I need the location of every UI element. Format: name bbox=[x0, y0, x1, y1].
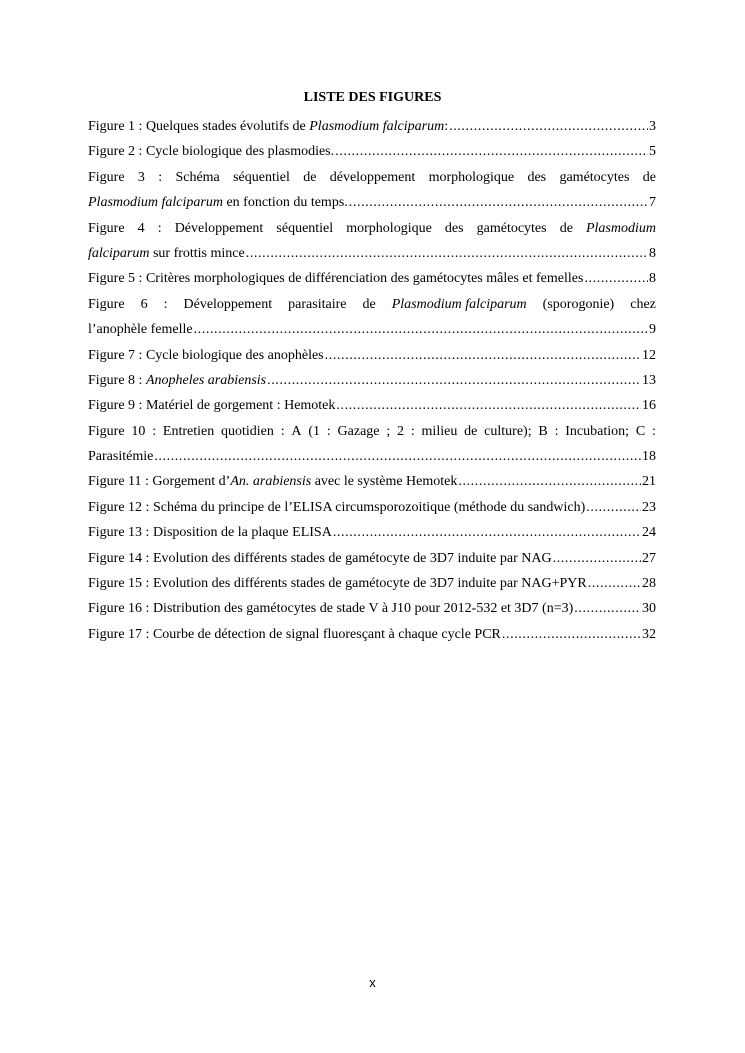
dot-leader bbox=[267, 368, 641, 393]
page-footer-number: x bbox=[369, 975, 376, 990]
list-item bbox=[88, 469, 656, 494]
dot-leader bbox=[449, 114, 648, 139]
page-number: 7 bbox=[649, 195, 656, 211]
list-item bbox=[88, 343, 656, 368]
entry-text: Figure 10 : Entretien quotidien : A (1 : Gazage ; 2 : milieu de culture); B : Incubation; C : bbox=[88, 423, 656, 439]
list-item bbox=[88, 520, 656, 545]
page-number: 24 bbox=[642, 525, 656, 541]
page-number: 28 bbox=[642, 576, 656, 592]
entry-text: Figure 16 : Distribution des gamétocytes de stade V à J10 pour 2012-532 et 3D7 (n=3) bbox=[88, 601, 574, 617]
page-number: 23 bbox=[642, 499, 656, 515]
page-number: 9 bbox=[649, 322, 656, 338]
list-item bbox=[88, 419, 656, 470]
entry-text: Figure 8 : Anopheles arabiensis bbox=[88, 372, 267, 388]
page-number: 12 bbox=[642, 347, 656, 363]
entry-text: Figure 3 : Schéma séquentiel de développement morphologique des gamétocytes de bbox=[88, 169, 656, 185]
figure-list bbox=[88, 114, 656, 647]
list-item bbox=[88, 596, 656, 621]
page-number: 8 bbox=[649, 245, 656, 261]
entry-text-continued: Parasitémie bbox=[88, 449, 154, 465]
dot-leader bbox=[584, 266, 648, 291]
page-title: LISTE DES FIGURES bbox=[303, 90, 442, 105]
dot-leader bbox=[325, 343, 641, 368]
page-number: 8 bbox=[649, 271, 656, 287]
entry-text: Figure 9 : Matériel de gorgement : Hemotek bbox=[88, 398, 336, 414]
entry-text: Figure 2 : Cycle biologique des plasmodies. bbox=[88, 144, 335, 160]
list-item bbox=[88, 495, 656, 520]
entry-text: Figure 17 : Courbe de détection de signal fluoresçant à chaque cycle PCR bbox=[88, 626, 501, 642]
dot-leader bbox=[588, 571, 641, 596]
entry-text: Figure 15 : Evolution des différents stades de gamétocyte de 3D7 induite par NAG+PYR bbox=[88, 576, 587, 592]
list-item bbox=[88, 216, 656, 267]
dot-leader bbox=[246, 241, 648, 266]
dot-leader bbox=[349, 190, 648, 215]
dot-leader bbox=[574, 596, 641, 621]
page-number: 21 bbox=[642, 474, 656, 490]
dot-leader bbox=[336, 393, 641, 418]
entry-text: Figure 14 : Evolution des différents stades de gamétocyte de 3D7 induite par NAG bbox=[88, 550, 552, 566]
list-item bbox=[88, 546, 656, 571]
list-item bbox=[88, 139, 656, 164]
list-item bbox=[88, 165, 656, 216]
entry-text: Figure 6 : Développement parasitaire de Plasmodium falciparum (sporogonie) chez bbox=[88, 296, 656, 312]
entry-text: Figure 4 : Développement séquentiel morphologique des gamétocytes de Plasmodium bbox=[88, 220, 656, 236]
page-number: 30 bbox=[642, 601, 656, 617]
list-item bbox=[88, 571, 656, 596]
dot-leader bbox=[502, 622, 641, 647]
entry-text-continued: l’anophèle femelle bbox=[88, 322, 193, 338]
list-item bbox=[88, 292, 656, 343]
entry-text: Figure 12 : Schéma du principe de l’ELISA circumsporozoitique (méthode du sandwich) bbox=[88, 499, 586, 515]
dot-leader bbox=[333, 520, 641, 545]
dot-leader bbox=[154, 444, 641, 469]
list-item bbox=[88, 622, 656, 647]
page-number: 32 bbox=[642, 626, 656, 642]
entry-text-continued: falciparum sur frottis mince bbox=[88, 245, 245, 261]
dot-leader bbox=[335, 139, 648, 164]
page-number: 18 bbox=[642, 449, 656, 465]
dot-leader bbox=[586, 495, 641, 520]
page-number: 27 bbox=[642, 550, 656, 566]
dot-leader bbox=[458, 469, 641, 494]
list-item bbox=[88, 266, 656, 291]
dot-leader bbox=[194, 317, 648, 342]
list-item bbox=[88, 114, 656, 139]
page-number: 13 bbox=[642, 372, 656, 388]
entry-text: Figure 1 : Quelques stades évolutifs de Plasmodium falciparum: bbox=[88, 119, 449, 134]
page-number: 5 bbox=[649, 144, 656, 160]
entry-text-continued: Plasmodium falciparum en fonction du temps. bbox=[88, 195, 348, 211]
page-number: 16 bbox=[642, 398, 656, 414]
page-number: 3 bbox=[649, 119, 656, 134]
entry-text: Figure 7 : Cycle biologique des anophèles bbox=[88, 347, 324, 363]
entry-text: Figure 5 : Critères morphologiques de différenciation des gamétocytes mâles et femelles bbox=[88, 271, 584, 287]
list-item bbox=[88, 393, 656, 418]
list-item bbox=[88, 368, 656, 393]
entry-text: Figure 13 : Disposition de la plaque ELISA bbox=[88, 525, 332, 541]
entry-text: Figure 11 : Gorgement d’An. arabiensis avec le système Hemotek bbox=[88, 474, 458, 490]
dot-leader bbox=[553, 546, 641, 571]
